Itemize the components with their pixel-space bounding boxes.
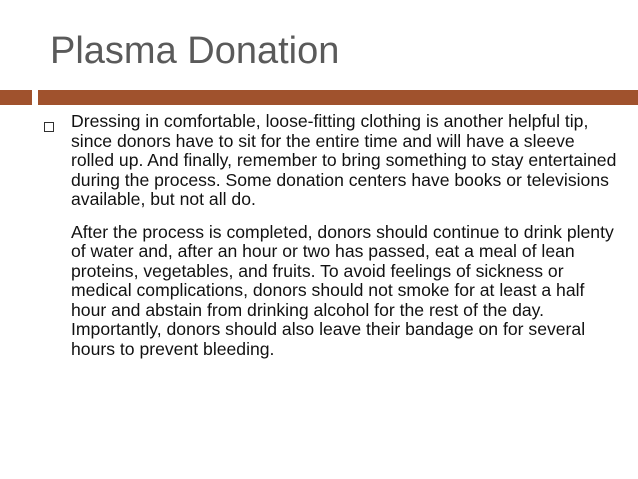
slide-body	[71, 112, 619, 359]
square-bullet-icon	[44, 122, 54, 132]
title-rule-right-segment	[38, 90, 638, 105]
title-rule-left-segment	[0, 90, 32, 105]
slide-title: Plasma Donation	[50, 30, 340, 72]
body-paragraph-1: Dressing in comfortable, loose-fitting clothing is another helpful tip, since donors have to sit for the entire time and will have a sleeve rolled up. And finally, remember to bring something to stay entertained during the process. Some donation centers have books or televisions available, but not all do.	[71, 111, 617, 209]
body-paragraph-2: After the process is completed, donors should continue to drink plenty of water and, after an hour or two has passed, eat a meal of lean proteins, vegetables, and fruits. To avoid feelings of sickness or medical complications, donors should not smoke for at least a half hour and abstain from drinking alcohol for the rest of the day. Importantly, donors should also leave their bandage on for several hours to prevent bleeding.	[71, 221, 614, 359]
